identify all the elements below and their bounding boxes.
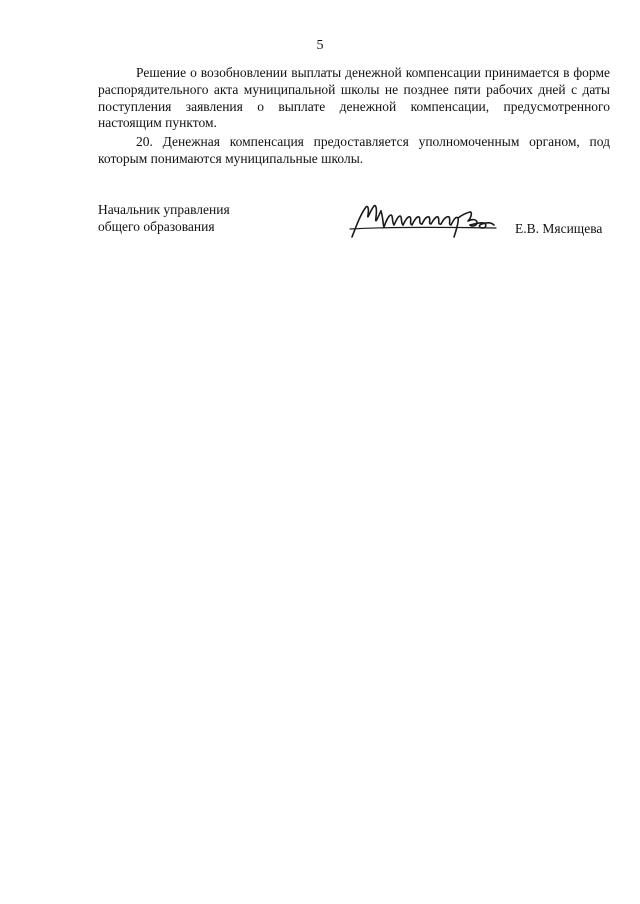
paragraph-item-20: 20. Денежная компенсация предоставляется уполномоченным органом, под которым понимаются муниципальные школы. [98,134,610,166]
signer-title [98,201,230,235]
paragraph-compensation-resumption: Решение о возобновлении выплаты денежной компенсации принимается в форме распорядительного акта муниципальной школы не позднее пяти рабочих дней с даты поступления заявления о выплате денежной компенсации, предусмотренного настоящим пунктом. [98,65,610,131]
signer-title-line2: общего образования [98,219,215,234]
handwritten-signature [346,197,498,243]
signer-title-line1: Начальник управления [98,202,230,217]
signer-name: Е.В. Мясищева [515,221,603,236]
page-number: 5 [316,38,324,53]
